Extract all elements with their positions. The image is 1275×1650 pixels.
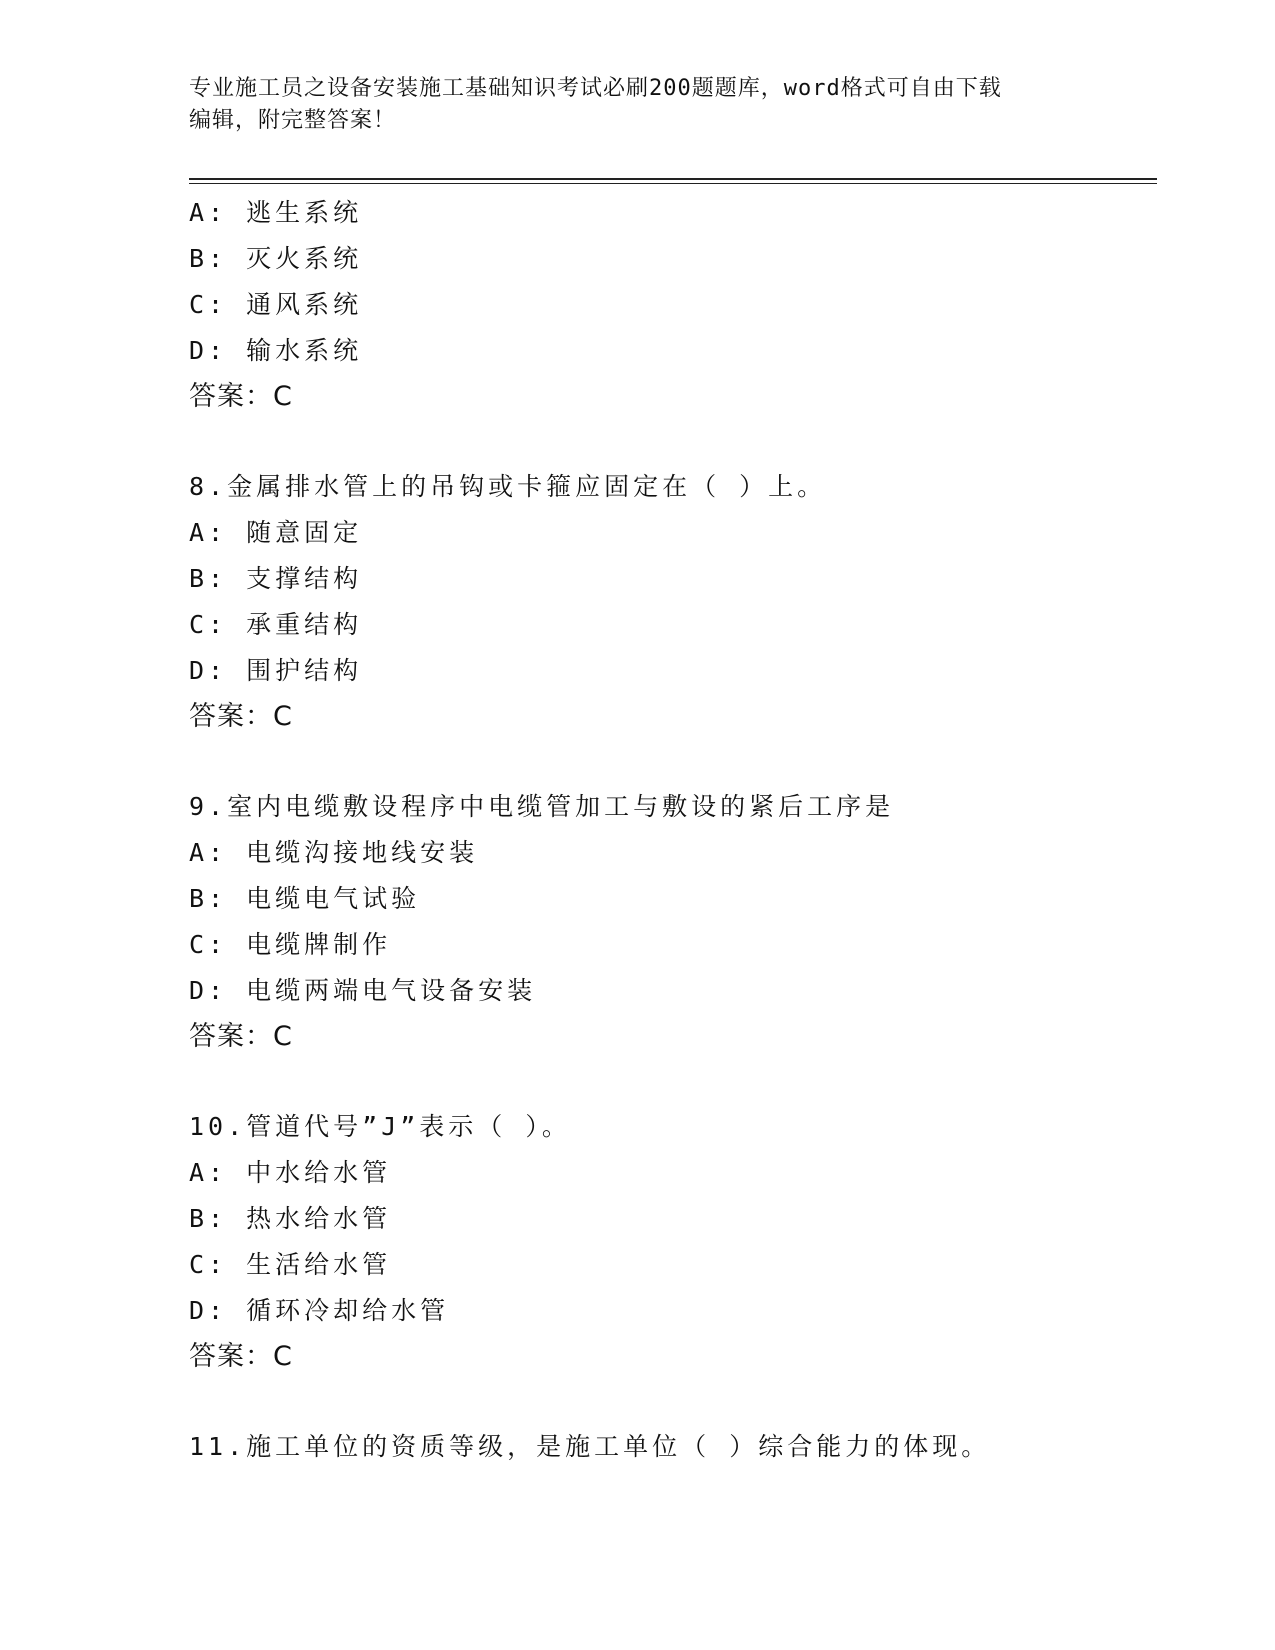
document-title	[189, 73, 1089, 137]
question-block-8	[189, 464, 1149, 740]
question-spacer	[189, 1060, 1149, 1104]
option-d: D: 输水系统	[189, 336, 363, 365]
answer-text: 答案：C	[189, 1341, 293, 1372]
option-b: B: 支撑结构	[189, 564, 363, 593]
question-block-10	[189, 1104, 1149, 1380]
answer-text: 答案：C	[189, 701, 293, 732]
option-d: D: 循环冷却给水管	[189, 1296, 450, 1325]
option-a: A: 随意固定	[189, 518, 363, 547]
question-text: 11.施工单位的资质等级，是施工单位（ ）综合能力的体现。	[189, 1432, 991, 1461]
document-title-line-1: 专业施工员之设备安装施工基础知识考试必刷200题题库，word格式可自由下载	[189, 76, 1002, 101]
question-text: 8.金属排水管上的吊钩或卡箍应固定在（ ）上。	[189, 472, 827, 501]
option-b: B: 热水给水管	[189, 1204, 392, 1233]
question-spacer	[189, 740, 1149, 784]
option-a: A: 逃生系统	[189, 198, 363, 227]
answer-text: 答案：C	[189, 1021, 293, 1052]
question-block-9	[189, 784, 1149, 1060]
option-d: D: 围护结构	[189, 656, 363, 685]
option-d: D: 电缆两端电气设备安装	[189, 976, 537, 1005]
option-a: A: 中水给水管	[189, 1158, 392, 1187]
question-list	[189, 190, 1149, 1470]
option-c: C: 承重结构	[189, 610, 363, 639]
option-b: B: 电缆电气试验	[189, 884, 421, 913]
question-text: 10.管道代号”J”表示（ ）。	[189, 1112, 571, 1141]
option-c: C: 通风系统	[189, 290, 363, 319]
answer-text: 答案：C	[189, 381, 293, 412]
option-b: B: 灭火系统	[189, 244, 363, 273]
option-a: A: 电缆沟接地线安装	[189, 838, 479, 867]
question-block-11	[189, 1424, 1149, 1470]
header-divider-thick	[189, 178, 1157, 180]
option-c: C: 电缆牌制作	[189, 930, 392, 959]
header-divider-thin	[189, 183, 1157, 184]
option-c: C: 生活给水管	[189, 1250, 392, 1279]
question-spacer	[189, 420, 1149, 464]
question-spacer	[189, 1380, 1149, 1424]
document-title-line-2: 编辑，附完整答案！	[189, 108, 397, 133]
question-text: 9.室内电缆敷设程序中电缆管加工与敷设的紧后工序是	[189, 792, 895, 821]
question-block-7	[189, 190, 1149, 420]
